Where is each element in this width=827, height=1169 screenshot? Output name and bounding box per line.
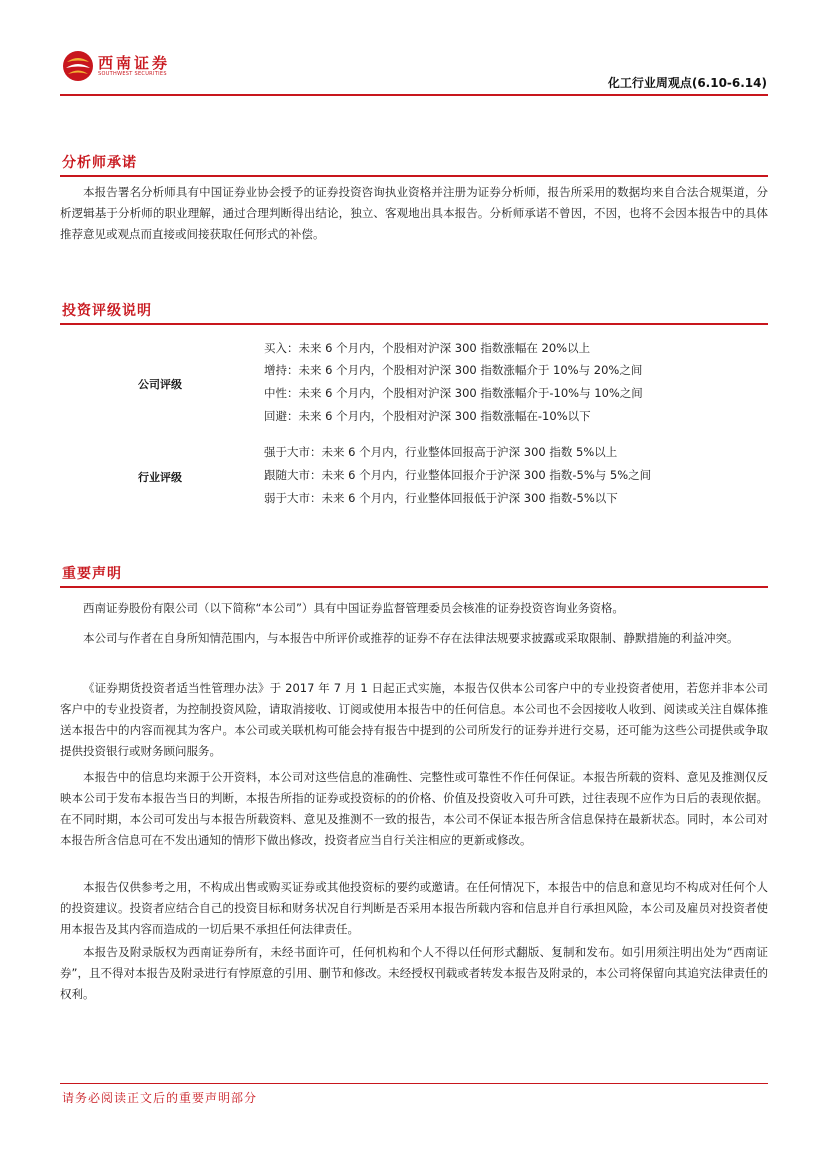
company-logo — [62, 50, 202, 84]
important-disclaimer-heading: 重要声明 — [62, 566, 122, 582]
section-divider — [60, 323, 768, 325]
page-header — [0, 0, 827, 100]
report-title: 化工行业周观点(6.10-6.14) — [607, 76, 767, 90]
southwest-securities-logo-icon — [62, 50, 94, 82]
disclaimer-paragraph: 《证券期货投资者适当性管理办法》于 2017 年 7 月 1 日起正式实施，本报告仅供本公司客户中的专业投资者使用，若您并非本公司客户中的专业投资者，为控制投资风险，请取消接收、订阅或使用本报告中的任何信息。本公司也不会因接收人收到、阅读或关注自媒体推送本报告中的内容而视其为客户。本公司或关联机构可能会持有报告中提到的公司所发行的证券并进行交易，还可能为这些公司提供或争取提供投资银行或财务顾问服务。 — [60, 681, 768, 758]
company-rating-neutral: 中性：未来 6 个月内，个股相对沪深 300 指数涨幅介于-10%与 10%之间 — [264, 386, 643, 400]
disclaimer-paragraph: 本报告中的信息均来源于公开资料，本公司对这些信息的准确性、完整性或可靠性不作任何保证。本报告所载的资料、意见及推测仅反映本公司于发布本报告当日的判断，本报告所指的证券或投资标的的价格、价值及投资收入可升可跌，过往表现不应作为日后的表现依据。在不同时期，本公司可发出与本报告所载资料、意见及推测不一致的报告，本公司不保证本报告所含信息保持在最新状态。同时，本公司对本报告所含信息可在不发出通知的情形下做出修改，投资者应当自行关注相应的更新或修改。 — [60, 770, 768, 847]
rating-explanation-heading: 投资评级说明 — [62, 303, 152, 319]
header-divider — [60, 94, 768, 96]
footer-note: 请务必阅读正文后的重要声明部分 — [62, 1091, 258, 1105]
company-rating-overweight: 增持：未来 6 个月内，个股相对沪深 300 指数涨幅介于 10%与 20%之间 — [264, 363, 643, 377]
industry-rating-underperform: 弱于大市：未来 6 个月内，行业整体回报低于沪深 300 指数-5%以下 — [264, 491, 618, 505]
logo-english-name: SOUTHWEST SECURITIES — [98, 71, 167, 77]
footer-divider — [60, 1083, 768, 1084]
company-rating-label: 公司评级 — [138, 378, 182, 391]
industry-rating-outperform: 强于大市：未来 6 个月内，行业整体回报高于沪深 300 指数 5%以上 — [264, 445, 618, 459]
disclaimer-paragraph: 西南证券股份有限公司（以下简称“本公司”）具有中国证券监督管理委员会核准的证券投资咨询业务资格。 — [83, 601, 624, 615]
disclaimer-paragraph: 本报告及附录版权为西南证券所有，未经书面许可，任何机构和个人不得以任何形式翻版、复制和发布。如引用须注明出处为“西南证券”，且不得对本报告及附录进行有悖原意的引用、删节和修改。未经授权刊载或者转发本报告及附录的，本公司将保留向其追究法律责任的权利。 — [60, 945, 768, 1001]
section-divider — [60, 586, 768, 588]
company-rating-avoid: 回避：未来 6 个月内，个股相对沪深 300 指数涨幅在-10%以下 — [264, 409, 591, 423]
section-divider — [60, 175, 768, 177]
analyst-commitment-text: 本报告署名分析师具有中国证券业协会授予的证券投资咨询执业资格并注册为证券分析师，报告所采用的数据均来自合法合规渠道，分析逻辑基于分析师的职业理解，通过合理判断得出结论，独立、客观地出具本报告。分析师承诺不曾因，不因，也将不会因本报告中的具体推荐意见或观点而直接或间接获取任何形式的补偿。 — [60, 185, 768, 241]
logo-chinese-name: 西南证券 — [98, 54, 171, 72]
industry-rating-label: 行业评级 — [138, 471, 182, 484]
disclaimer-paragraph: 本公司与作者在自身所知情范围内，与本报告中所评价或推荐的证券不存在法律法规要求披露或采取限制、静默措施的利益冲突。 — [83, 631, 739, 645]
analyst-commitment-heading: 分析师承诺 — [62, 155, 137, 171]
industry-rating-market-perform: 跟随大市：未来 6 个月内，行业整体回报介于沪深 300 指数-5%与 5%之间 — [264, 468, 652, 482]
company-rating-buy: 买入：未来 6 个月内，个股相对沪深 300 指数涨幅在 20%以上 — [264, 341, 591, 355]
disclaimer-paragraph: 本报告仅供参考之用，不构成出售或购买证券或其他投资标的要约或邀请。在任何情况下，本报告中的信息和意见均不构成对任何个人的投资建议。投资者应结合自己的投资目标和财务状况自行判断是否采用本报告所载内容和信息并自行承担风险，本公司及雇员对投资者使用本报告及其内容而造成的一切后果不承担任何法律责任。 — [60, 880, 768, 936]
